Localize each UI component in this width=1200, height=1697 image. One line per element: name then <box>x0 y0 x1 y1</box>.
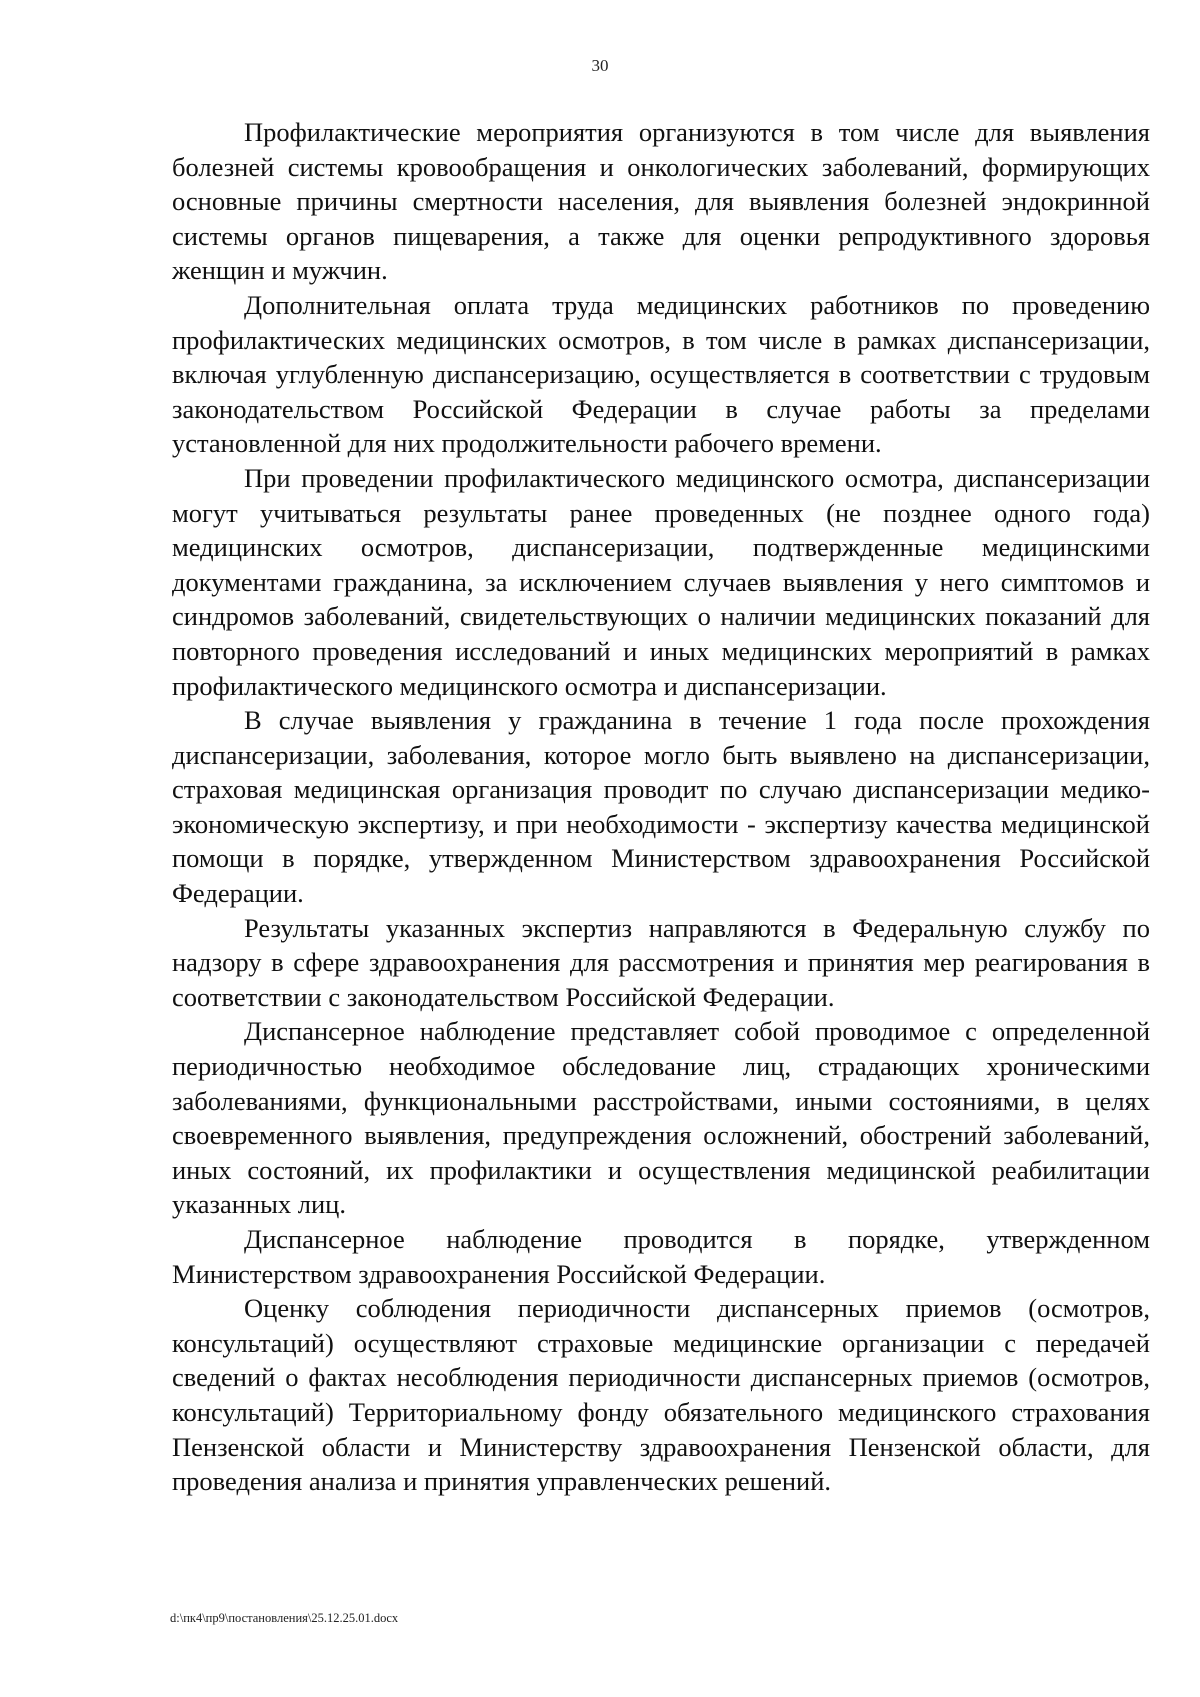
paragraph-periodicity-assessment: Оценку соблюдения периодичности диспансерных приемов (осмотров, консультаций) осуществляют страховые медицинские организации с передачей сведений о фактах несоблюдения периодичности диспансерных приемов (осмотров, консультаций) Территориальному фонду обязательного медицинского страхования Пензенской области и Министерству здравоохранения Пензенской области, для проведения анализа и принятия управленческих решений. <box>172 1293 1150 1497</box>
document-body <box>172 115 1150 1499</box>
paragraph-expertise: В случае выявления у гражданина в течение 1 года после прохождения диспансеризации, заболевания, которое могло быть выявлено на диспансеризации, страховая медицинская организация проводит по случаю диспансеризации медико-экономическую экспертизу, и при необходимости - экспертизу качества медицинской помощи в порядке, утвержденном Министерством здравоохранения Российской Федерации. <box>172 705 1150 909</box>
paragraph-prophylactic-measures: Профилактические мероприятия организуются в том числе для выявления болезней системы кровообращения и онкологических заболеваний, формирующих основные причины смертности населения, для выявления болезней эндокринной системы органов пищеварения, а также для оценки репродуктивного здоровья женщин и мужчин. <box>172 117 1150 286</box>
page-number: 30 <box>591 56 609 75</box>
footer-file-path: d:\пк4\пр9\постановления\25.12.25.01.docx <box>170 1611 399 1625</box>
paragraph-dispensary-order: Диспансерное наблюдение проводится в порядке, утвержденном Министерством здравоохранения Российской Федерации. <box>172 1224 1150 1289</box>
paragraph-additional-pay: Дополнительная оплата труда медицинских работников по проведению профилактических медицинских осмотров, в том числе в рамках диспансеризации, включая углубленную диспансеризацию, осуществляется в соответствии с трудовым законодательством Российской Федерации в случае работы за пределами установленной для них продолжительности рабочего времени. <box>172 289 1150 459</box>
paragraph-expertise-results: Результаты указанных экспертиз направляются в Федеральную службу по надзору в сфере здравоохранения для рассмотрения и принятия мер реагирования в соответствии с законодательством Российской Федерации. <box>172 912 1150 1012</box>
paragraph-previous-results: При проведении профилактического медицинского осмотра, диспансеризации могут учитываться результаты ранее проведенных (не позднее одного года) медицинских осмотров, диспансеризации, подтвержденные медицинскими документами гражданина, за исключением случаев выявления у него симптомов и синдромов заболеваний, свидетельствующих о наличии медицинских показаний для повторного проведения исследований и иных медицинских мероприятий в рамках профилактического медицинского осмотра и диспансеризации. <box>172 462 1150 701</box>
paragraph-dispensary-definition: Диспансерное наблюдение представляет собой проводимое с определенной периодичностью необходимое обследование лиц, страдающих хроническими заболеваниями, функциональными расстройствами, иными состояниями, в целях своевременного выявления, предупреждения осложнений, обострений заболеваний, иных состояний, их профилактики и осуществления медицинской реабилитации указанных лиц. <box>172 1016 1150 1220</box>
